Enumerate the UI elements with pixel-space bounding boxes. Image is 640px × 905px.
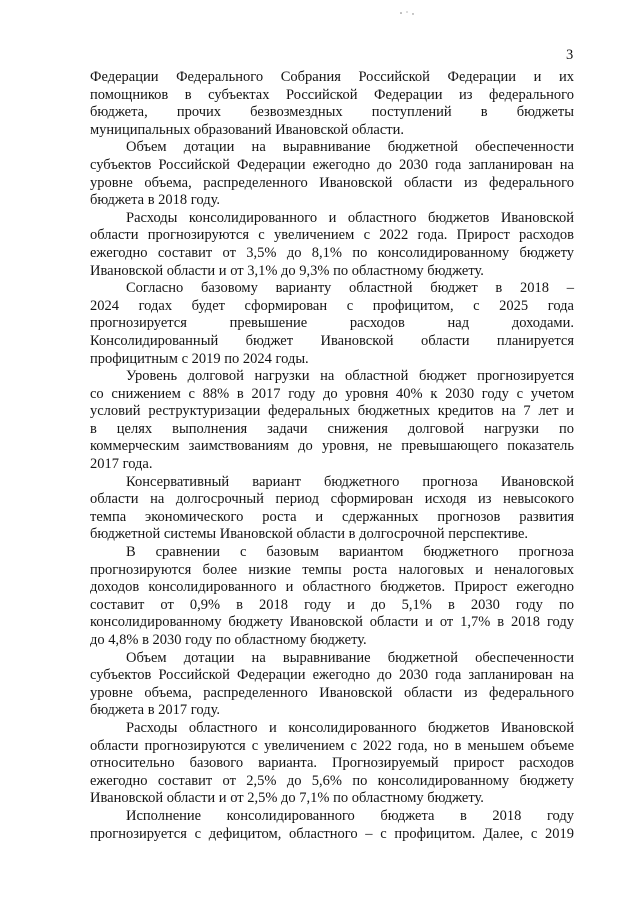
text-line: со снижением с 88% в 2017 году до уровня 40% к 2030 году с учетом <box>90 385 574 402</box>
paragraph-first-line: В сравнении с базовым вариантом бюджетного прогноза <box>126 544 574 561</box>
text-line: прогнозируются более низкие темпы роста налоговых и неналоговых <box>90 561 574 578</box>
text-line: уровне объема, распределенного Ивановской области из федерального <box>90 684 574 701</box>
paragraph-first-line: Объем дотации на выравнивание бюджетной обеспеченности <box>126 139 574 156</box>
text-line: области на долгосрочный период сформирован исходя из невысокого <box>90 491 574 508</box>
text-line: бюджета в 2017 году. <box>90 702 221 719</box>
text-line: доходов консолидированного и областного бюджетов. Прирост ежегодно <box>90 579 574 596</box>
body-text <box>90 69 574 843</box>
text-line: коммерческим заимствованиям до уровня, не превышающего показатель <box>90 438 574 455</box>
paragraph-first-line: Объем дотации на выравнивание бюджетной обеспеченности <box>126 649 574 666</box>
paragraph-first-line: Расходы консолидированного и областного бюджетов Ивановской <box>126 209 574 226</box>
paragraph-first-line: Уровень долговой нагрузки на областной бюджет прогнозируется <box>126 368 574 385</box>
text-line: условий реструктуризации федеральных бюджетных кредитов на 7 лет и <box>90 403 574 420</box>
text-line: 2017 года. <box>90 456 153 473</box>
text-line: темпа экономического роста и сдержанных прогнозов развития <box>90 508 574 525</box>
text-line: бюджета, прочих безвозмездных поступлений в бюджеты <box>90 104 574 121</box>
text-line: ежегодно составит от 3,5% до 8,1% по консолидированному бюджету <box>90 244 574 261</box>
text-line: консолидированному бюджету Ивановской области и от 1,7% в 2018 году <box>90 614 574 631</box>
text-line: области прогнозируются с увеличением с 2022 года. Прирост расходов <box>90 227 574 244</box>
text-line: области прогнозируются с увеличением с 2022 года, но в меньшем объеме <box>90 737 574 754</box>
text-line: Консолидированный бюджет Ивановской области планируется <box>90 332 574 349</box>
text-line: уровне объема, распределенного Ивановской области из федерального <box>90 174 574 191</box>
page-number: 3 <box>566 47 574 63</box>
paragraph-first-line: Исполнение консолидированного бюджета в 2018 году <box>126 807 574 824</box>
text-line: бюджетной системы Ивановской области в долгосрочной перспективе. <box>90 526 529 543</box>
text-line: составит от 0,9% в 2018 году и до 5,1% в 2030 году по <box>90 596 574 613</box>
text-line: ежегодно составит от 2,5% до 5,6% по консолидированному бюджету <box>90 772 574 789</box>
text-line: субъектов Российской Федерации ежегодно до 2030 года запланирован на <box>90 667 574 684</box>
text-line: прогнозируется превышение расходов над доходами. <box>90 315 574 332</box>
text-line: помощников в субъектах Российской Федерации из федерального <box>90 86 574 103</box>
text-line: Ивановской области и от 2,5% до 7,1% по областному бюджету. <box>90 790 484 807</box>
paragraph-first-line: Согласно базовому варианту областной бюджет в 2018 – <box>126 280 574 297</box>
paragraph-first-line: Расходы областного и консолидированного бюджетов Ивановской <box>126 719 574 736</box>
text-line: бюджета в 2018 году. <box>90 192 221 209</box>
text-line: Ивановской области и от 3,1% до 9,3% по областному бюджету. <box>90 262 484 279</box>
text-line: Федерации Федерального Собрания Российской Федерации и их <box>90 69 574 85</box>
text-line: относительно базового варианта. Прогнозируемый прирост расходов <box>90 755 574 772</box>
text-line: муниципальных образований Ивановской области. <box>90 121 405 138</box>
text-line: 2024 годах будет сформирован с профицитом, с 2025 года <box>90 297 574 314</box>
text-line: профицитным с 2019 по 2024 годы. <box>90 350 309 367</box>
text-line: до 4,8% в 2030 году по областному бюджету. <box>90 632 367 648</box>
scan-specks <box>398 4 418 22</box>
paragraph-first-line: Консервативный вариант бюджетного прогноза Ивановской <box>126 473 574 490</box>
text-line: субъектов Российской Федерации ежегодно до 2030 года запланирован на <box>90 156 574 173</box>
text-line: в целях выполнения задачи снижения долговой нагрузки по <box>90 420 574 437</box>
text-line: прогнозируется с дефицитом, областного – с профицитом. Далее, с 2019 <box>90 825 574 842</box>
